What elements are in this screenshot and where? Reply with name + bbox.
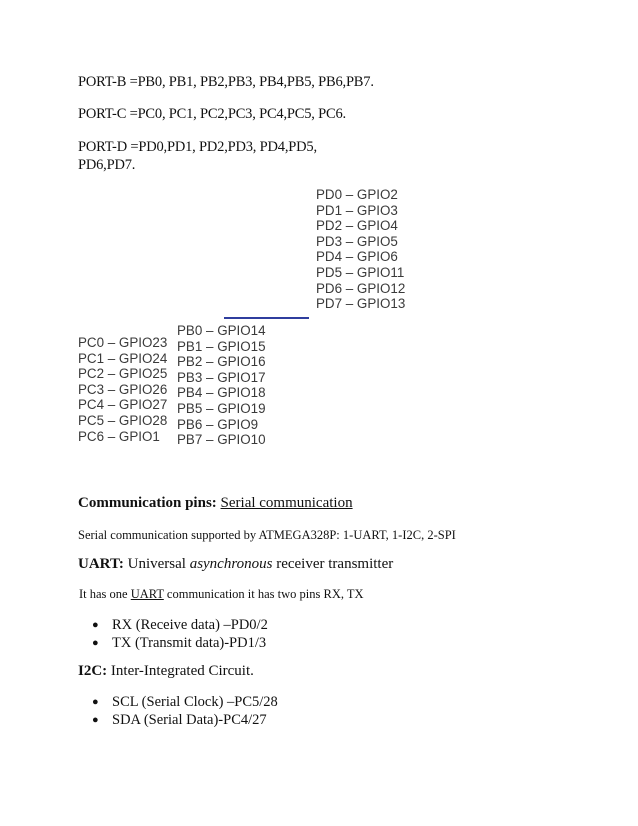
pin-label: PD4 – GPIO6	[316, 249, 398, 265]
pin-label: PB3 – GPIO17	[177, 369, 266, 385]
pin-label: PD5 – GPIO11	[316, 264, 405, 280]
serial-support-text: Serial communication supported by ATMEGA328P: 1-UART, 1-I2C, 2-SPI	[78, 528, 456, 542]
i2c-label: I2C:	[78, 663, 108, 679]
pin-label: PD2 – GPIO4	[316, 218, 398, 234]
pb-pin-list	[177, 323, 266, 448]
i2c-desc: Inter-Integrated Circuit.	[110, 663, 254, 679]
uart-bullet-list	[92, 616, 268, 652]
bullet-icon: ●	[92, 637, 99, 649]
list-item	[92, 711, 278, 729]
pin-label: PB0 – GPIO14	[177, 323, 266, 338]
pin-label: PD1 – GPIO3	[316, 202, 398, 218]
pc-pin-list	[78, 335, 167, 444]
pin-label: PD3 – GPIO5	[316, 233, 398, 249]
pin-label: PC2 – GPIO25	[78, 366, 168, 382]
list-item-text: SDA (Serial Data)-PC4/27	[112, 712, 267, 728]
communication-label: Communication pins:	[78, 495, 217, 511]
pin-label: PC4 – GPIO27	[78, 397, 168, 413]
port-d-line: PORT-D =PD0,PD1, PD2,PD3, PD4,PD5,	[78, 139, 317, 155]
uart-note-pre: It has one	[79, 587, 128, 601]
uart-label: UART:	[78, 556, 124, 572]
pin-label: PC3 – GPIO26	[78, 381, 168, 397]
uart-desc-em: asynchronous	[189, 556, 273, 572]
port-c-line: PORT-C =PC0, PC1, PC2,PC3, PC4,PC5, PC6.	[78, 106, 346, 122]
uart-note	[79, 587, 364, 602]
list-item-text: SCL (Serial Clock) –PC5/28	[112, 694, 278, 710]
list-item	[92, 693, 278, 711]
pin-label: PD7 – GPIO13	[316, 296, 406, 312]
list-item-text: TX (Transmit data)-PD1/3	[112, 635, 267, 651]
divider-line	[224, 317, 309, 319]
uart-heading	[78, 556, 393, 573]
pin-label: PB5 – GPIO19	[177, 400, 266, 416]
pin-label: PB7 – GPIO10	[177, 432, 266, 448]
bullet-icon: ●	[92, 696, 99, 708]
bullet-icon: ●	[92, 619, 99, 631]
uart-desc-post: receiver transmitter	[276, 556, 394, 572]
port-b-line: PORT-B =PB0, PB1, PB2,PB3, PB4,PB5, PB6,PB7.	[78, 74, 374, 90]
uart-desc-pre: Universal	[127, 556, 186, 572]
list-item	[92, 616, 268, 634]
pin-label: PB6 – GPIO9	[177, 416, 259, 432]
i2c-bullet-list	[92, 693, 278, 729]
pin-label: PD6 – GPIO12	[316, 280, 406, 296]
list-item	[92, 634, 268, 652]
pin-label: PC1 – GPIO24	[78, 350, 168, 366]
serial-communication-title: Serial communication	[220, 495, 353, 511]
list-item-text: RX (Receive data) –PD0/2	[112, 617, 268, 633]
pin-label: PB1 – GPIO15	[177, 338, 266, 354]
pin-label: PD0 – GPIO2	[316, 187, 398, 202]
pin-label: PC5 – GPIO28	[78, 412, 168, 428]
pin-label: PC6 – GPIO1	[78, 428, 160, 444]
uart-note-post: communication it has two pins RX, TX	[166, 587, 364, 601]
bullet-icon: ●	[92, 714, 99, 726]
port-d-line-continued: PD6,PD7.	[78, 157, 136, 173]
pd-pin-list	[316, 187, 405, 312]
pin-label: PC0 – GPIO23	[78, 335, 168, 350]
pin-label: PB4 – GPIO18	[177, 385, 266, 401]
uart-link[interactable]: UART	[130, 587, 164, 601]
i2c-heading	[78, 663, 254, 680]
communication-heading	[78, 495, 353, 512]
pin-label: PB2 – GPIO16	[177, 354, 266, 370]
